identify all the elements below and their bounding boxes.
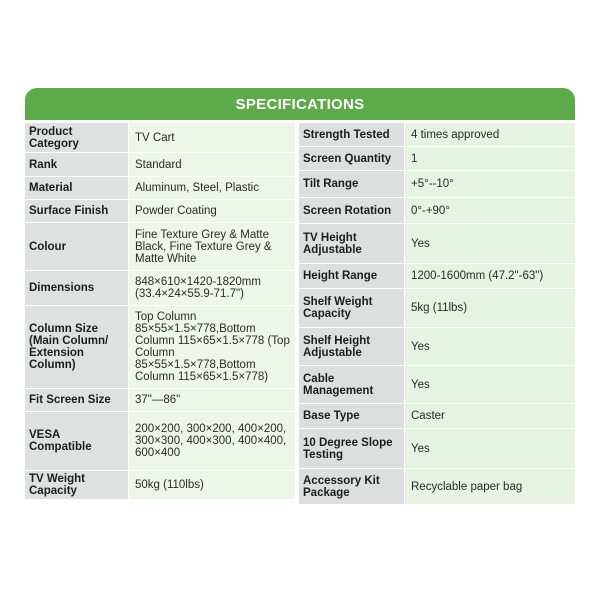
spec-value: 848×610×1420-1820mm (33.4×24×55.9-71.7") bbox=[129, 271, 295, 305]
spec-row bbox=[299, 328, 575, 365]
spec-row bbox=[299, 429, 575, 468]
spec-label: Cable Management bbox=[299, 366, 404, 403]
spec-row bbox=[299, 264, 575, 288]
spec-value: 5kg (11lbs) bbox=[405, 289, 575, 327]
spec-row bbox=[299, 469, 575, 504]
spec-value: Yes bbox=[405, 366, 575, 403]
spec-label: Fit Screen Size bbox=[25, 389, 128, 411]
spec-value: 0°-+90° bbox=[405, 198, 575, 223]
spec-row bbox=[25, 471, 295, 499]
spec-row bbox=[299, 147, 575, 170]
spec-row bbox=[25, 223, 295, 270]
spec-value: TV Cart bbox=[129, 123, 295, 152]
specifications-card bbox=[25, 88, 575, 505]
spec-value: 50kg (110lbs) bbox=[129, 471, 295, 499]
spec-label: Dimensions bbox=[25, 271, 128, 305]
spec-row bbox=[25, 389, 295, 411]
spec-row bbox=[25, 177, 295, 199]
spec-label: Product Category bbox=[25, 123, 128, 152]
spec-row bbox=[299, 404, 575, 428]
spec-value: Standard bbox=[129, 153, 295, 176]
left-spec-column bbox=[25, 123, 295, 505]
spec-value: Top Column 85×55×1.5×778,Bottom Column 115×65×1.5×778 (Top Column 85×55×1.5×778,Bottom Column 115×65×1.5×778) bbox=[129, 306, 295, 388]
spec-row bbox=[25, 271, 295, 305]
spec-row bbox=[25, 200, 295, 222]
spec-value: Recyclable paper bag bbox=[405, 469, 575, 504]
spec-label: VESA Compatible bbox=[25, 412, 128, 470]
spec-row bbox=[25, 123, 295, 152]
spec-label: Rank bbox=[25, 153, 128, 176]
spec-label: TV Height Adjustable bbox=[299, 224, 404, 263]
spec-value: Powder Coating bbox=[129, 200, 295, 222]
spec-row bbox=[25, 306, 295, 388]
spec-label: Shelf Weight Capacity bbox=[299, 289, 404, 327]
spec-value: Yes bbox=[405, 224, 575, 263]
spec-value: Yes bbox=[405, 429, 575, 468]
spec-label: Base Type bbox=[299, 404, 404, 428]
spec-label: Tilt Range bbox=[299, 171, 404, 197]
spec-row bbox=[299, 198, 575, 223]
spec-value: Yes bbox=[405, 328, 575, 365]
spec-label: Screen Rotation bbox=[299, 198, 404, 223]
spec-value: Caster bbox=[405, 404, 575, 428]
spec-label: Shelf Height Adjustable bbox=[299, 328, 404, 365]
spec-label: Accessory Kit Package bbox=[299, 469, 404, 504]
spec-label: TV Weight Capacity bbox=[25, 471, 128, 499]
spec-row bbox=[25, 412, 295, 470]
specifications-title: SPECIFICATIONS bbox=[25, 88, 575, 120]
spec-row bbox=[299, 289, 575, 327]
specifications-table bbox=[25, 123, 575, 505]
spec-row bbox=[299, 123, 575, 146]
spec-row bbox=[299, 224, 575, 263]
spec-label: Column Size (Main Column/ Extension Column) bbox=[25, 306, 128, 388]
spec-label: Strength Tested bbox=[299, 123, 404, 146]
spec-label: Screen Quantity bbox=[299, 147, 404, 170]
spec-value: 1 bbox=[405, 147, 575, 170]
spec-value: 200×200, 300×200, 400×200, 300×300, 400×300, 400×400, 600×400 bbox=[129, 412, 295, 470]
spec-label: Surface Finish bbox=[25, 200, 128, 222]
spec-row bbox=[299, 366, 575, 403]
spec-label: 10 Degree Slope Testing bbox=[299, 429, 404, 468]
spec-label: Material bbox=[25, 177, 128, 199]
spec-row bbox=[25, 153, 295, 176]
spec-value: Fine Texture Grey & Matte Black, Fine Texture Grey & Matte White bbox=[129, 223, 295, 270]
spec-value: 37"—86" bbox=[129, 389, 295, 411]
spec-value: +5°--10° bbox=[405, 171, 575, 197]
spec-value: 1200-1600mm (47.2"-63") bbox=[405, 264, 575, 288]
spec-label: Height Range bbox=[299, 264, 404, 288]
spec-label: Colour bbox=[25, 223, 128, 270]
right-spec-column bbox=[299, 123, 575, 505]
spec-value: Aluminum, Steel, Plastic bbox=[129, 177, 295, 199]
spec-row bbox=[299, 171, 575, 197]
spec-value: 4 times approved bbox=[405, 123, 575, 146]
